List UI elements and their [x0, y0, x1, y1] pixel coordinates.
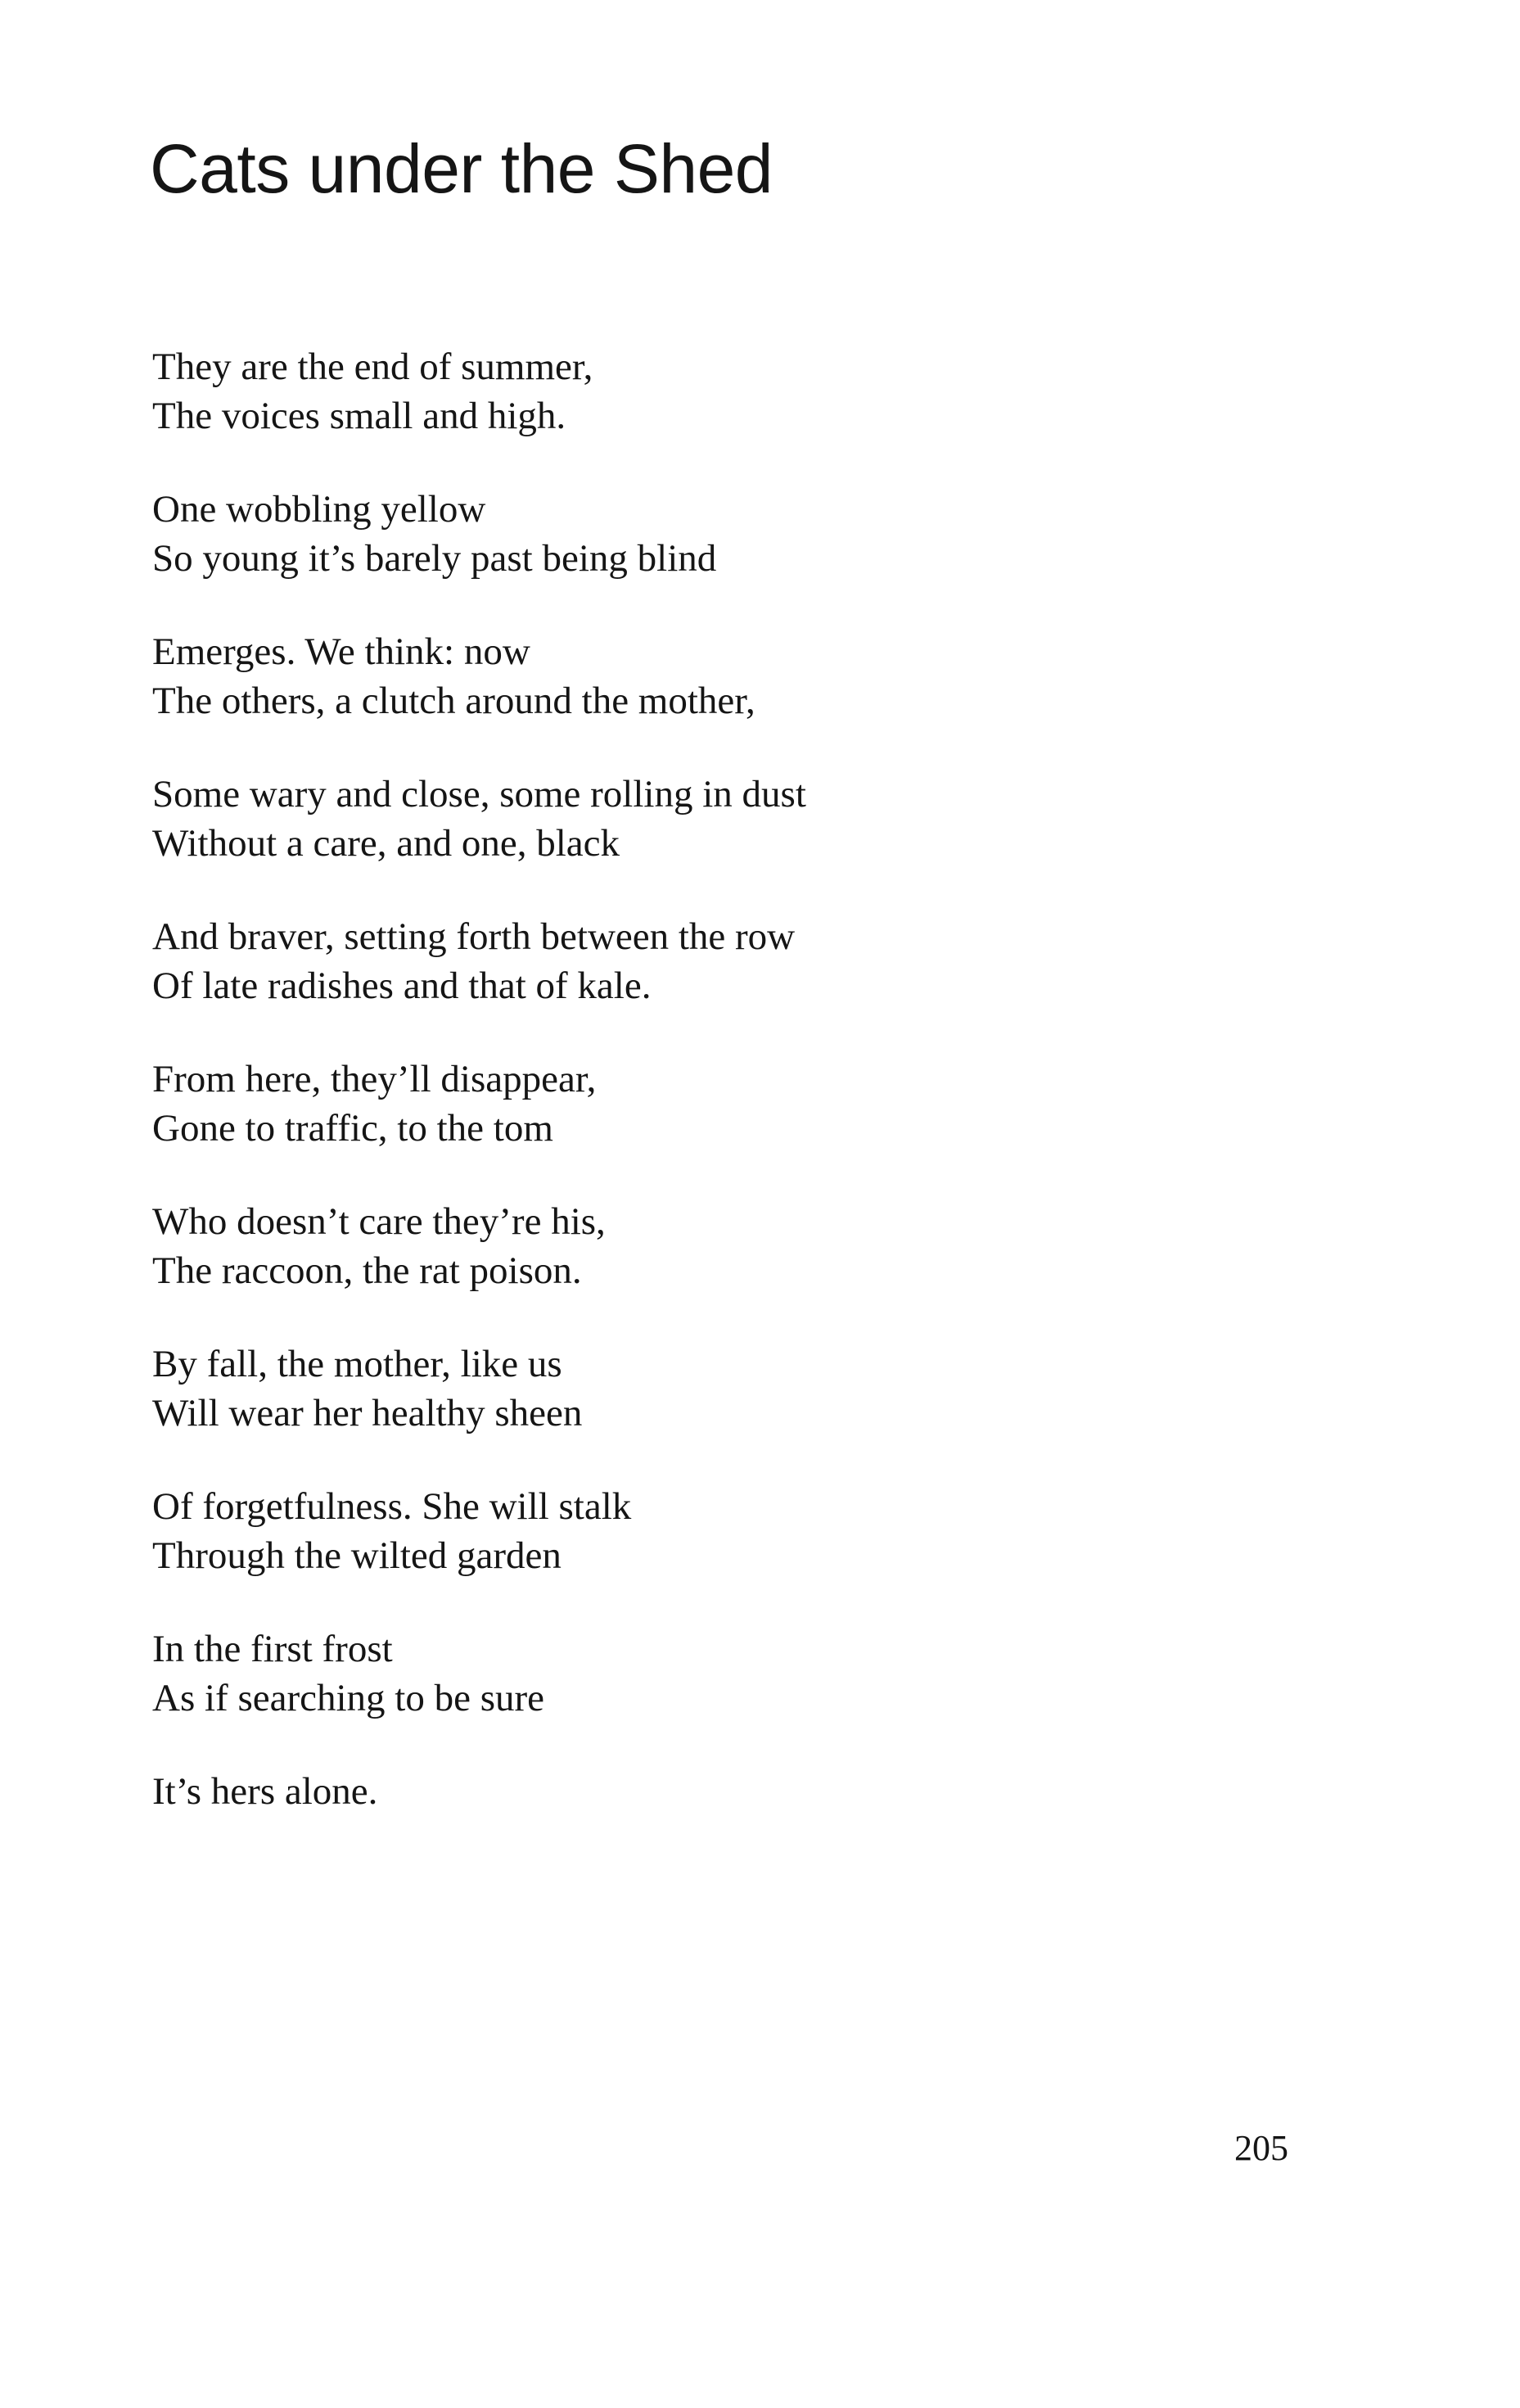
- poem-line: From here, they’ll disappear,: [152, 1058, 597, 1100]
- poem-line: In the first frost: [152, 1628, 393, 1670]
- stanza-4: [152, 770, 1053, 868]
- poem-body: [152, 342, 1053, 1860]
- poem-line: And braver, setting forth between the row: [152, 915, 796, 958]
- poem-line: Of forgetfulness. She will stalk: [152, 1485, 632, 1528]
- stanza-11: [152, 1767, 1053, 1816]
- poem-title: Cats under the Shed: [150, 130, 774, 207]
- stanza-8: [152, 1340, 1053, 1438]
- poem-line: Some wary and close, some rolling in dust: [152, 773, 806, 815]
- stanza-1: [152, 342, 1053, 440]
- poem-line: One wobbling yellow: [152, 488, 486, 531]
- poem-line: As if searching to be sure: [152, 1677, 544, 1719]
- poem-line: Through the wilted garden: [152, 1534, 562, 1577]
- page-number: 205: [1234, 2128, 1288, 2168]
- poem-line: So young it’s barely past being blind: [152, 537, 717, 580]
- poem-line: The voices small and high.: [152, 395, 566, 437]
- poem-line: The raccoon, the rat poison.: [152, 1249, 582, 1292]
- poem-line: They are the end of summer,: [152, 346, 593, 388]
- stanza-7: [152, 1197, 1053, 1295]
- stanza-5: [152, 912, 1053, 1010]
- stanza-2: [152, 485, 1053, 583]
- stanza-3: [152, 627, 1053, 725]
- poem-line: Emerges. We think: now: [152, 630, 530, 673]
- stanza-9: [152, 1482, 1053, 1580]
- poem-line: Gone to traffic, to the tom: [152, 1107, 553, 1150]
- poem-line: By fall, the mother, like us: [152, 1343, 562, 1385]
- poem-line: The others, a clutch around the mother,: [152, 680, 755, 722]
- poem-line: Of late radishes and that of kale.: [152, 965, 652, 1007]
- stanza-6: [152, 1055, 1053, 1153]
- poem-line: Without a care, and one, black: [152, 822, 620, 865]
- stanza-10: [152, 1624, 1053, 1723]
- poem-line: It’s hers alone.: [152, 1770, 378, 1813]
- poem-line: Who doesn’t care they’re his,: [152, 1200, 606, 1243]
- poem-line: Will wear her healthy sheen: [152, 1392, 583, 1434]
